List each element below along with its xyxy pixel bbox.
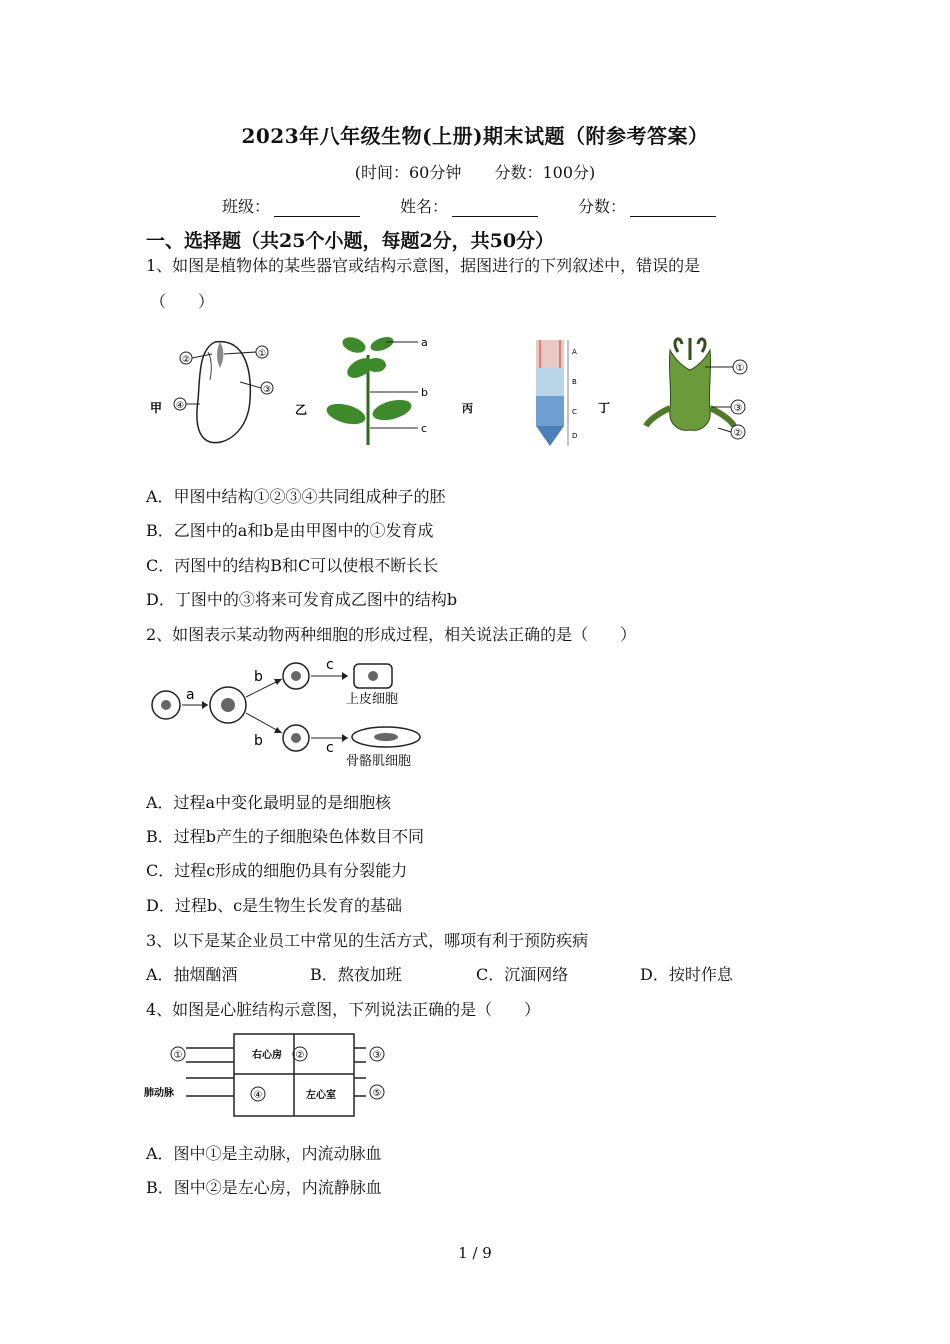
label-yi: 乙 (295, 403, 308, 417)
svg-text:⑤: ⑤ (372, 1088, 382, 1099)
svg-text:C: C (572, 408, 577, 416)
class-blank[interactable] (274, 198, 360, 217)
seedling-leaf-top-right (369, 334, 396, 353)
time-info: (时间：60分钟 (354, 163, 462, 182)
svg-text:b: b (254, 669, 263, 685)
seed-radicle (208, 352, 211, 380)
svg-text:c: c (326, 657, 334, 673)
svg-text:上皮细胞: 上皮细胞 (346, 692, 399, 707)
q1-option-c[interactable]: C．丙图中的结构B和C可以使根不断长长 (146, 556, 439, 575)
svg-text:①: ① (735, 363, 745, 374)
svg-text:④: ④ (253, 1090, 263, 1101)
seedling-leaf-mid-right (366, 358, 386, 372)
q1-option-d[interactable]: D．丁图中的③将来可发育成乙图中的结构b (146, 590, 458, 609)
right-atrium-label: 右心房 (252, 1050, 282, 1061)
q2-option-b[interactable]: B．过程b产生的子细胞染色体数目不同 (146, 827, 425, 846)
svg-text:①: ① (173, 1050, 183, 1061)
q2-option-d[interactable]: D．过程b、c是生物生长发育的基础 (146, 896, 403, 915)
exam-subtitle (0, 160, 950, 183)
question-1-figure (140, 330, 780, 450)
svg-text:③: ③ (733, 403, 743, 414)
name-blank[interactable] (452, 198, 538, 217)
svg-text:D: D (572, 432, 578, 440)
q2-option-a[interactable]: A．过程a中变化最明显的是细胞核 (146, 793, 392, 812)
seedling-leaf-low-right (370, 396, 413, 424)
q3-option-c[interactable]: C．沉湎网络 (476, 965, 569, 984)
student-info (222, 194, 716, 217)
question-4-stem: 4、如图是心脏结构示意图，下列说法正确的是（ ） (146, 1000, 541, 1019)
svg-text:②: ② (181, 355, 191, 365)
label-ding: 丁 (598, 401, 611, 415)
question-2-figure (146, 655, 446, 770)
name-field[interactable]: 姓名： (400, 194, 538, 217)
svg-text:A: A (572, 348, 577, 356)
score-blank[interactable] (630, 198, 716, 217)
q4-option-a[interactable]: A．图中①是主动脉，内流动脉血 (146, 1144, 382, 1163)
svg-text:a: a (186, 687, 195, 703)
page-number: 1 / 9 (458, 1244, 492, 1262)
q3-option-a[interactable]: A．抽烟酗酒 (146, 965, 238, 984)
svg-text:③: ③ (262, 385, 272, 395)
score-info: 分数：100分) (494, 163, 596, 182)
svg-text:②: ② (295, 1050, 305, 1061)
pulmonary-artery-label: 肺动脉 (144, 1088, 174, 1099)
seed-embryo (217, 342, 223, 368)
bud-body (669, 350, 710, 430)
q2-option-c[interactable]: C．过程c形成的细胞仍具有分裂能力 (146, 861, 408, 880)
svg-text:c: c (421, 422, 428, 435)
root-zone-B (536, 368, 564, 396)
svg-text:骨骼肌细胞: 骨骼肌细胞 (346, 754, 412, 769)
seed-outline (197, 342, 250, 443)
svg-text:B: B (572, 378, 577, 386)
q3-options-row (146, 962, 733, 985)
seedling-leaf-low-left (324, 400, 367, 428)
exam-title: 2023年八年级生物(上册)期末试题（附参考答案） (241, 124, 709, 148)
svg-text:②: ② (733, 428, 743, 439)
q3-option-d[interactable]: D．按时作息 (640, 965, 733, 984)
q1-option-b[interactable]: B．乙图中的a和b是由甲图中的①发育成 (146, 521, 434, 540)
q4-option-b[interactable]: B．图中②是左心房，内流静脉血 (146, 1178, 382, 1197)
svg-text:b: b (254, 733, 263, 749)
root-zone-C (536, 396, 564, 426)
root-zone-D (536, 426, 564, 446)
question-2-stem: 2、如图表示某动物两种细胞的形成过程，相关说法正确的是（ ） (146, 625, 637, 644)
class-field[interactable]: 班级： (222, 194, 360, 217)
svg-text:c: c (326, 740, 334, 756)
left-ventricle-label: 左心室 (306, 1090, 336, 1101)
svg-text:④: ④ (175, 401, 185, 411)
question-1-paren: （ ） (150, 292, 215, 311)
svg-text:a: a (421, 336, 428, 349)
score-field[interactable]: 分数： (578, 194, 716, 217)
svg-text:①: ① (257, 349, 267, 359)
q3-option-b[interactable]: B．熬夜加班 (310, 965, 402, 984)
section-heading: 一、选择题（共25个小题，每题2分，共50分） (146, 230, 555, 252)
seedling-leaf-top-left (340, 334, 367, 355)
label-jia: 甲 (150, 401, 163, 415)
question-3-stem: 3、以下是某企业员工中常见的生活方式，哪项有利于预防疾病 (146, 931, 589, 950)
q1-option-a[interactable]: A．甲图中结构①②③④共同组成种子的胚 (146, 487, 446, 506)
label-bing: 丙 (462, 402, 473, 415)
svg-text:b: b (421, 386, 428, 399)
svg-text:③: ③ (372, 1050, 382, 1061)
question-4-figure (140, 1030, 400, 1122)
question-1-stem: 1、如图是植物体的某些器官或结构示意图，据图进行的下列叙述中，错误的是 (146, 256, 701, 275)
